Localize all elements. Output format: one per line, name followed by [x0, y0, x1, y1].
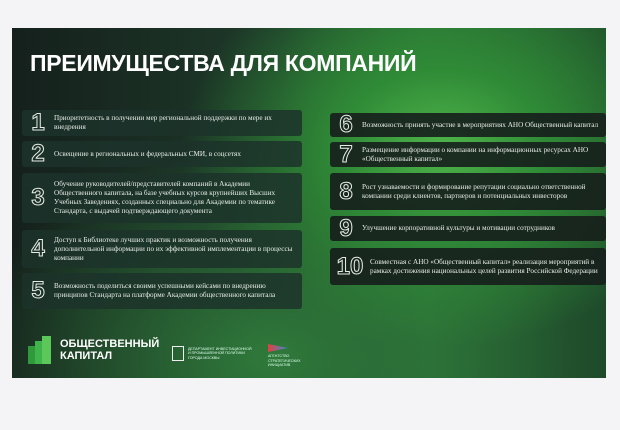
benefit-number: 7	[339, 142, 353, 167]
benefit-text: Возможность принять участие в мероприятиях АНО Общественный капитал	[362, 120, 599, 129]
benefit-card-6	[330, 113, 606, 137]
benefit-text: Рост узнаваемости и формирование репутации социально ответственной компании среди клиентов, партнеров и потенциальных инвесторов	[362, 182, 586, 200]
benefit-text: Улучшение корпоративной культуры и мотивации сотрудников	[362, 224, 555, 232]
benefit-card-9	[330, 216, 606, 241]
page-title: ПРЕИМУЩЕСТВА ДЛЯ КОМПАНИЙ	[30, 50, 417, 76]
benefit-text: Размещение информации о компании на информационных ресурсах АНО «Общественный капитал»	[362, 145, 589, 163]
moscow-emblem-icon	[172, 346, 184, 361]
partner-name: АГЕНТСТВО СТРАТЕГИЧЕСКИХ ИНИЦИАТИВ	[268, 354, 301, 367]
benefit-text: Совместная с АНО «Общественный капитал» реализация мероприятий в рамках достижения национальных целей развития Российской Федерации	[370, 257, 598, 275]
partner-name: ДЕПАРТАМЕНТ ИНВЕСТИЦИОННОЙ И ПРОМЫШЛЕННОЙ ПОЛИТИКИ ГОРОДА МОСКВЫ	[188, 346, 252, 360]
benefit-number: 4	[31, 235, 45, 262]
asi-logo-icon	[268, 344, 288, 352]
benefit-number: 9	[339, 216, 353, 241]
obshchestvenny-kapital-logo	[28, 336, 159, 364]
benefit-number: 1	[31, 110, 45, 136]
benefit-number: 6	[339, 113, 353, 137]
benefit-card-2	[22, 141, 302, 167]
benefit-number: 5	[31, 277, 45, 304]
benefit-text: Доступ к Библиотеке лучших практик и возможность получения дополнительной информации по их эффективной имплементации в процессы компании	[54, 235, 293, 262]
benefit-card-3	[22, 173, 302, 223]
benefit-card-1	[22, 110, 302, 136]
benefit-text: Обучение руководителей/представителей компаний в Академии Общественного капитала, на базе учебных курсов крупнейших Высших Учебных Заведениях, созданных специально для Академии по тематике Стандарта, с выдачей подтверждающего документа	[54, 180, 276, 215]
benefit-number: 10	[336, 252, 364, 280]
benefit-number: 3	[31, 184, 45, 211]
benefit-card-5	[22, 273, 302, 309]
benefit-card-4	[22, 230, 302, 268]
partner-asi	[268, 344, 308, 368]
benefit-text: Приоритетность в получении мер региональной поддержки по мере их внедрения	[54, 114, 272, 131]
benefit-text: Освещение в региональных и федеральных СМИ, в соцсетях	[54, 149, 241, 158]
benefit-card-7	[330, 142, 606, 167]
benefit-text: Возможность поделиться своими успешными кейсами по внедрению принципов Стандарта на платформе Академии общественного капитала	[54, 282, 276, 299]
benefit-number: 2	[31, 141, 45, 167]
partner-moscow-department	[172, 346, 254, 361]
logo-text-line1: ОБЩЕСТВЕННЫЙ	[60, 338, 160, 350]
logo-mark-icon	[28, 336, 52, 364]
logo-text-line2: КАПИТАЛ	[60, 350, 113, 362]
slide	[12, 28, 606, 378]
benefit-card-8	[330, 173, 606, 210]
benefit-card-10	[330, 248, 606, 285]
benefit-number: 8	[339, 177, 353, 205]
